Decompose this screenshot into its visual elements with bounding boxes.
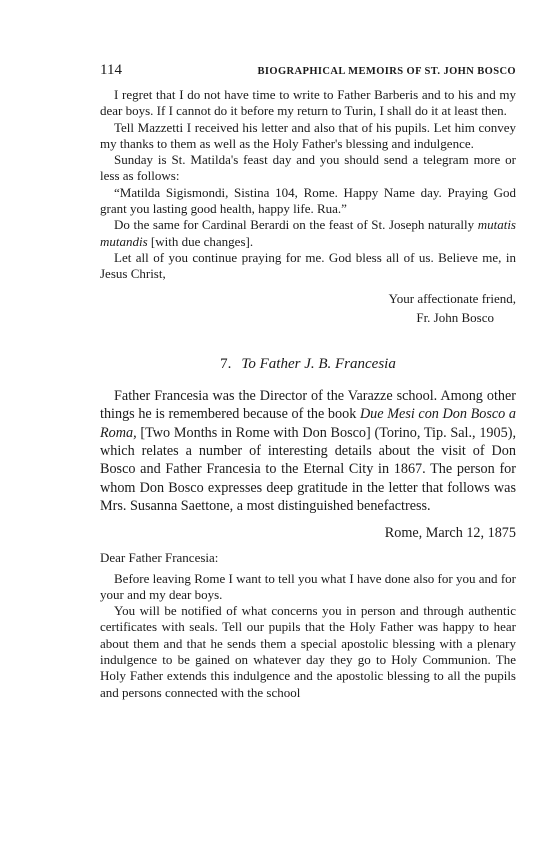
paragraph-5-tail: [with due changes].: [147, 233, 254, 249]
intro-part-2: [Two Months in Rome with Don Bosco] (Torino, Tip. Sal., 1905), which relates a number of interesting details about the visit of Don Bosco and Father Francesia to the Eternal City in 1867. The person for whom Don Bosco expresses deep gratitude in the letter that follows was Mrs. Susanna Saettone, a most distinguished benefactress.: [100, 424, 516, 514]
running-title: BIOGRAPHICAL MEMOIRS OF ST. JOHN BOSCO: [257, 66, 516, 77]
letter-one-paragraph-3: Sunday is St. Matilda's feast day and you should send a telegram more or less as follows:: [100, 152, 516, 184]
paragraph-5-text: Do the same for Cardinal Berardi on the feast of St. Joseph naturally: [114, 217, 478, 233]
letter-one-paragraph-1: I regret that I do not have time to write to Father Barberis and to his and my dear boys. If I cannot do it before my return to Turin, I shall do it at least then.: [100, 87, 516, 119]
letter-two-paragraph-1: Before leaving Rome I want to tell you what I have done also for you and for your and my dear boys.: [100, 570, 516, 602]
letter-two: [100, 550, 516, 701]
letter-one-paragraph-2: Tell Mazzetti I received his letter and also that of his pupils. Let him convey my thanks to them as well as the Holy Father's blessing and indulgence.: [100, 119, 516, 151]
page-number: 114: [100, 62, 122, 78]
letter-one-paragraph-4: “Matilda Sigismondi, Sistina 104, Rome. Happy Name day. Praying God grant you lasting good health, happy life. Rua.”: [100, 184, 516, 217]
section-introduction: [100, 387, 516, 515]
letter-one-signature: Fr. John Bosco: [416, 309, 494, 325]
intro-part-1: Father Francesia was the Director of the Varazze school. Among other things he is remembered because of the book: [100, 388, 516, 423]
page-header: [100, 62, 516, 79]
letter-two-dateline: Rome, March 12, 1875: [384, 525, 516, 542]
section-number: 7.: [220, 356, 232, 373]
letter-two-paragraph-2: You will be notified of what concerns you in person and through authentic certificates with seals. Tell our pupils that the Holy Father was happy to hear about them and that he sends them a special apostolic blessing with a plenary indulgence to be gained on whatever day they go to Holy Communion. The Holy Father extends this indulgence and the apostolic blessing to all the pupils and persons connected with the school: [100, 603, 516, 700]
letter-one: [100, 87, 516, 326]
letter-two-salutation: Dear Father Francesia:: [100, 550, 219, 566]
page: [100, 62, 516, 701]
introduction-paragraph: [100, 387, 516, 515]
letter-one-paragraph-6: Let all of you continue praying for me. God bless all of us. Believe me, in Jesus Christ,: [100, 249, 516, 282]
book-title: Due Mesi con Don Bosco a Roma,: [100, 406, 517, 441]
paragraph-5-italic: mutatis mutandis: [100, 217, 516, 249]
section-heading: [100, 356, 516, 373]
section-title: To Father J. B. Francesia: [241, 356, 396, 373]
letter-one-paragraph-5: [100, 217, 516, 250]
letter-one-closing: Your affectionate friend,: [388, 290, 516, 306]
